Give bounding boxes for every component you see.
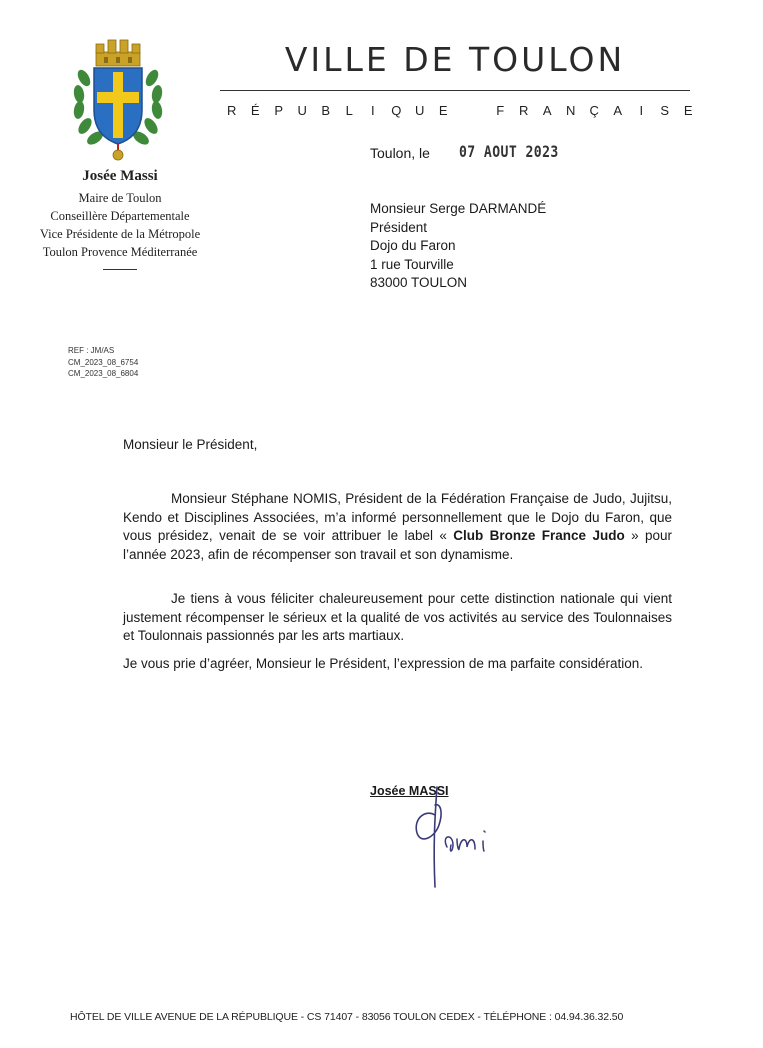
recipient-address (370, 200, 546, 293)
paragraph-1-text: Monsieur Stéphane NOMIS, Président de la Fédération Française de Judo, Jujitsu, Kendo et Disciplines Associées, m’a informé personnellement que le Dojo du Faron, que vous présidez, venait de se voir attribuer le label « (123, 491, 672, 543)
mayor-role: Conseillère Départementale (50, 209, 190, 223)
mayor-divider (103, 269, 137, 270)
reference-line: REF : JM/AS (68, 346, 115, 355)
subtitle-letter: A (542, 103, 552, 118)
recipient-line: 1 rue Tourville (370, 256, 454, 272)
recipient-line: Monsieur Serge DARMANDÉ (370, 201, 547, 216)
subtitle-letter: P (274, 103, 284, 118)
subtitle-letter: E (438, 103, 448, 118)
date-label: Toulon, le (370, 145, 430, 161)
subtitle-letter: Q (391, 103, 402, 118)
subtitle-letter: U (415, 103, 425, 118)
subtitle-letter: A (613, 103, 623, 118)
recipient-line: Dojo du Faron (370, 238, 456, 253)
subtitle-letter: N (566, 103, 576, 118)
reference-line: CM_2023_08_6754 (68, 357, 139, 367)
subtitle-letter: L (345, 103, 353, 118)
mayor-role: Toulon Provence Méditerranée (42, 245, 198, 259)
reference-block (68, 345, 138, 380)
subtitle-letter: U (297, 103, 307, 118)
subtitle-word-republique (220, 103, 455, 118)
subtitle-letter: É (250, 103, 260, 118)
subtitle-letter: R (227, 103, 237, 118)
mayor-name: Josée Massi (82, 168, 158, 184)
republic-subtitle (220, 103, 700, 118)
reference-line: CM_2023_08_6804 (68, 369, 139, 378)
mayor-block (20, 168, 220, 270)
signatory-name: Josée MASSI (370, 784, 449, 798)
toulon-coat-of-arms-icon (70, 38, 166, 166)
city-title: VILLE DE TOULON (284, 40, 626, 79)
subtitle-word-francaise (489, 103, 701, 118)
subtitle-letter: B (321, 103, 331, 118)
mayor-role: Maire de Toulon (78, 191, 162, 205)
paragraph-2: Je tiens à vous féliciter chaleureusement pour cette distinction nationale qui vient justement récompenser le sérieux et la qualité de vos activités au service des Toulonnaises et Toulonnais passionnés par les arts martiaux. (123, 591, 672, 643)
label-name: Club Bronze France Judo (453, 528, 625, 543)
subtitle-letter: I (370, 103, 375, 118)
mayor-role: Vice Présidente de la Métropole (39, 227, 201, 241)
handwritten-signature (395, 775, 515, 895)
paragraph-1 (123, 490, 672, 564)
paragraph-3: Je vous prie d’agréer, Monsieur le Président, l’expression de ma parfaite considération. (123, 656, 644, 671)
subtitle-letter: F (496, 103, 505, 118)
footer-address: HÔTEL DE VILLE AVENUE DE LA RÉPUBLIQUE - CS 71407 - 83056 TOULON CEDEX - TÉLÉPHONE : 04.94.36.32.50 (70, 1011, 624, 1023)
subtitle-letter: S (660, 103, 670, 118)
salutation: Monsieur le Président, (123, 437, 258, 452)
paragraph-1-text-end: » pour l’année 2023, afin de récompenser son travail et son dynamisme. (123, 528, 672, 562)
recipient-line: 83000 TOULON (370, 275, 468, 290)
subtitle-letter: Ç (589, 103, 599, 118)
subtitle-letter: R (519, 103, 529, 118)
recipient-line: Président (370, 219, 428, 235)
subtitle-letter: I (639, 103, 644, 118)
title-divider (220, 90, 690, 91)
date-stamp: 07 AOUT 2023 (459, 142, 559, 161)
subtitle-letter: E (683, 103, 693, 118)
